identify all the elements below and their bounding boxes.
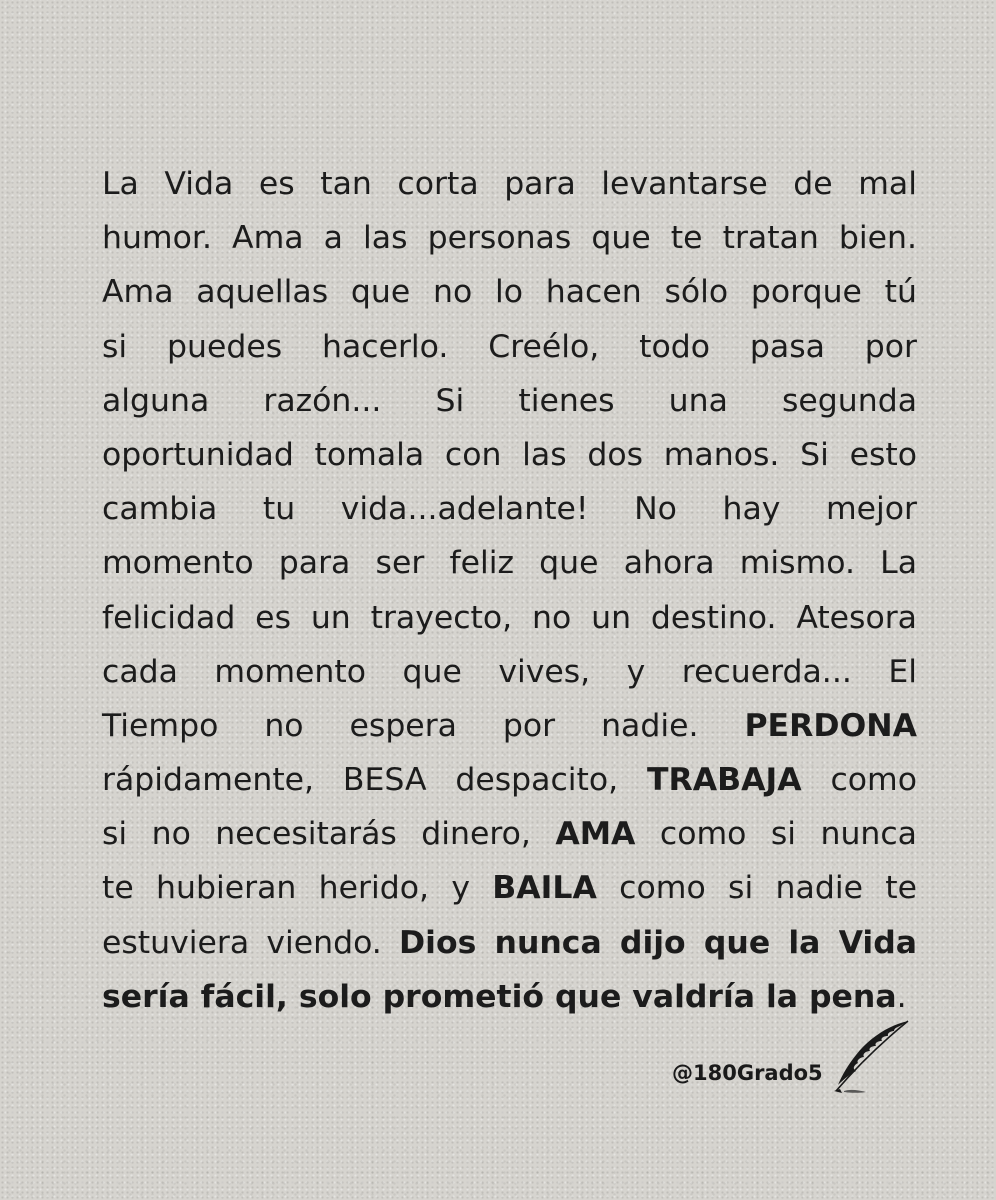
quote-segment: cada momento que vives, y recuerda... El — [102, 653, 917, 690]
quote-segment: estuviera viendo. — [102, 924, 400, 961]
quote-segment: La Vida es tan corta para levantarse de mal — [102, 166, 917, 202]
quote-emphasis: TRABAJA — [647, 762, 802, 799]
quote-line — [102, 320, 917, 374]
quote-line — [102, 265, 917, 319]
quote-emphasis: sería fácil, solo prometió que valdría la pena — [102, 978, 897, 1015]
quote-line — [102, 861, 917, 915]
quote-segment: felicidad es un trayecto, no un destino. Atesora — [102, 599, 917, 636]
quote-emphasis: Dios nunca dijo que la Vida — [399, 924, 917, 961]
quote-line — [102, 374, 917, 428]
quill-pen-icon — [830, 1019, 910, 1095]
quote-segment: . — [896, 978, 907, 1015]
quote-segment: Ama aquellas que no lo hacen sólo porque tú — [102, 274, 917, 311]
quote-line — [102, 428, 917, 482]
quote-line — [102, 807, 917, 861]
quote-emphasis: BAILA — [492, 870, 597, 907]
quote-segment: como si nadie te — [596, 870, 918, 907]
quote-line — [102, 482, 917, 536]
quote-segment: Tiempo no espera por nadie. — [102, 707, 745, 744]
quote-line — [102, 591, 917, 645]
quote-emphasis: AMA — [555, 816, 636, 853]
quote-line — [102, 970, 917, 1024]
quote-segment: momento para ser feliz que ahora mismo. La — [102, 545, 917, 582]
quote-segment: como — [801, 762, 918, 799]
quote-text — [102, 157, 917, 1024]
quote-segment: rápidamente, BESA despacito, — [102, 762, 648, 799]
quote-line — [102, 699, 917, 753]
quote-segment: te hubieran herido, y — [102, 870, 493, 907]
quote-segment: como si nunca — [635, 816, 917, 853]
quote-segment: oportunidad tomala con las dos manos. Si esto — [102, 436, 917, 473]
quote-emphasis: PERDONA — [744, 707, 917, 744]
quote-segment: alguna razón... Si tienes una segunda — [102, 382, 917, 419]
quote-line — [102, 157, 917, 211]
quote-line — [102, 211, 917, 265]
quote-line — [102, 916, 917, 970]
quote-segment: si puedes hacerlo. Creélo, todo pasa por — [102, 328, 917, 365]
quote-line — [102, 645, 917, 699]
quote-line — [102, 753, 917, 807]
quote-segment: cambia tu vida...adelante! No hay mejor — [102, 491, 917, 528]
quote-segment: si no necesitarás dinero, — [102, 816, 556, 853]
quote-line — [102, 536, 917, 590]
author-handle: @180Grado5 — [672, 1061, 823, 1085]
quote-segment: humor. Ama a las personas que te tratan bien. — [102, 220, 917, 257]
signature — [672, 1061, 823, 1085]
